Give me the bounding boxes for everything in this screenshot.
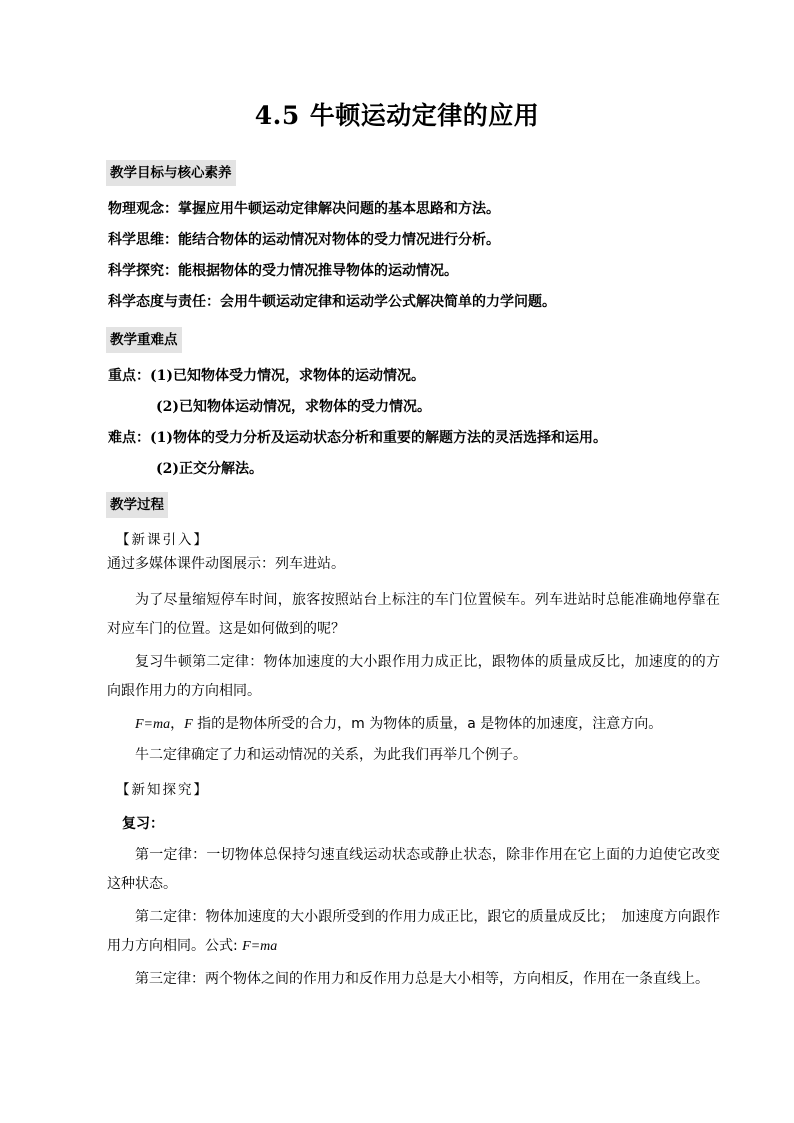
section-heading-process: 教学过程 [106, 492, 168, 518]
formula-text: F=ma [135, 717, 171, 732]
difficulty-item: (2)正交分解法。 [156, 461, 263, 477]
difficulty-item: (1)物体的受力分析及运动状态分析和重要的解题方法的灵活选择和运用。 [150, 430, 607, 446]
difficulty-line [108, 428, 607, 448]
law-paragraph [107, 903, 720, 961]
goal-item: 科学探究：能根据物体的受力情况推导物体的运动情况。 [108, 263, 458, 279]
intro-paragraph: 复习牛顿第二定律：物体加速度的大小跟作用力成正比，跟物体的质量成反比，加速度的的方向跟作用力的方向相同。 [107, 654, 720, 699]
law-paragraph: 第一定律：一切物体总保持匀速直线运动状态或静止状态，除非作用在它上面的力迫使它改变这种状态。 [107, 847, 720, 892]
formula-explanation: 指的是物体所受的合力，m 为物体的质量，a 是物体的加速度，注意方向。 [192, 716, 663, 732]
title-text: 牛顿运动定律的应用 [309, 101, 540, 130]
focus-line [108, 366, 425, 386]
goal-item: 科学思维：能结合物体的运动情况对物体的受力情况进行分析。 [108, 232, 500, 248]
goal-item: 物理观念：掌握应用牛顿运动定律解决问题的基本思路和方法。 [108, 201, 500, 217]
focus-item: (2)已知物体运动情况，求物体的受力情况。 [156, 399, 431, 415]
law-paragraph: 第三定律：两个物体之间的作用力和反作用力总是大小相等，方向相反，作用在一条直线上。 [135, 971, 709, 987]
formula-paragraph [107, 710, 720, 739]
section-heading-key-points: 教学重难点 [106, 327, 182, 353]
focus-label: 重点： [108, 368, 150, 384]
intro-closing: 牛二定律确定了力和运动情况的关系，为此我们再举几个例子。 [135, 747, 527, 763]
review-label: 复习： [122, 816, 164, 832]
intro-paragraph: 为了尽量缩短停车时间，旅客按照站台上标注的车门位置候车。列车进站时总能准确地停靠在对应车门的位置。这是如何做到的呢？ [107, 592, 720, 637]
intro-paragraph: 通过多媒体课件动图展示：列车进站。 [107, 556, 345, 572]
intro-label: 【新课引入】 [116, 532, 209, 548]
explore-label: 【新知探究】 [116, 782, 209, 798]
difficulty-label: 难点： [108, 430, 150, 446]
law-formula: F=ma [242, 939, 278, 954]
formula-symbol: F [184, 717, 193, 732]
goal-item: 科学态度与责任：会用牛顿运动定律和运动学公式解决简单的力学问题。 [108, 294, 556, 310]
section-heading-goals: 教学目标与核心素养 [106, 160, 236, 186]
focus-item: (1)已知物体受力情况，求物体的运动情况。 [150, 368, 425, 384]
formula-sep: ， [170, 716, 185, 732]
document-title [0, 96, 794, 132]
title-number: 4.5 [254, 101, 300, 130]
law-text: 第二定律：物体加速度的大小跟所受到的作用力成正比，跟它的质量成反比； 加速度方向跟作用力方向相同。公式: [107, 909, 720, 954]
